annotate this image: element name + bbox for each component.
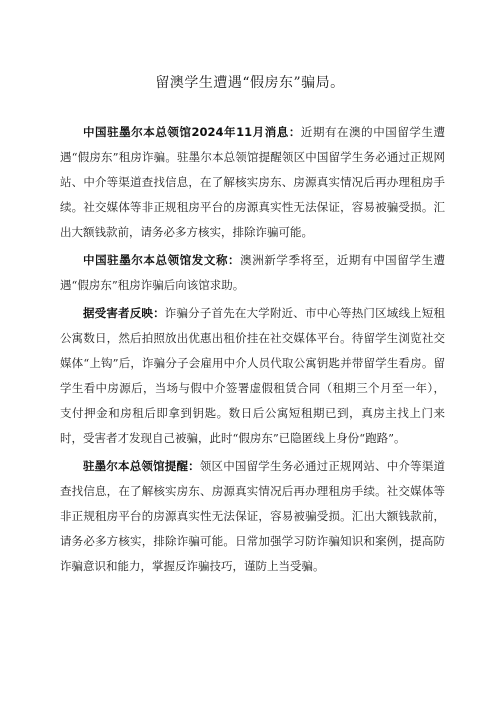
paragraph-text: 澳洲新学季将至，近期有中国留学生遭遇“假房东”租房诈骗后向该馆求助。 xyxy=(60,253,446,292)
paragraph-text: 诈骗分子首先在大学附近、市中心等热门区域线上短租公寓数日，然后拍照放出优惠出租价挂在社交媒体平台。待留学生浏览社交媒体“上钩”后，诈骗分子会雇用中介人员代取公寓钥匙并带留学生看房。留学生看中房源后，当场与假中介签署虚假租赁合同（租期三个月至一年），支付押金和房租后即拿到钥匙。数日后公寓短租期已到，真房主找上门来时，受害者才发现自己被骗，此时“假房东”已隐匿线上身份“跑路”。 xyxy=(60,306,446,445)
document-body xyxy=(60,120,445,582)
paragraph-text: 近期有在澳的中国留学生遭遇“假房东”租房诈骗。驻墨尔本总领馆提醒领区中国留学生务必通过正规网站、中介等渠道查找信息，在了解核实房东、房源真实情况后再办理租房手续。社交媒体等非正规租房平台的房源真实性无法保证，容易被骗受损。汇出大额钱款前，请务必多方核实，排除诈骗可能。 xyxy=(60,125,445,239)
paragraph-consulate-news xyxy=(60,120,445,245)
paragraph-text: 领区中国留学生务必通过正规网站、中介等渠道查找信息，在了解核实房东、房源真实情况后再办理租房手续。社交媒体等非正规租房平台的房源真实性无法保证，容易被骗受损。汇出大额钱款前，请务必多方核实，排除诈骗可能。日常加强学习防诈骗知识和案例，提高防诈骗意识和能力，掌握反诈骗技巧，谨防上当受骗。 xyxy=(60,459,446,573)
paragraph-consulate-reminder xyxy=(60,454,445,579)
paragraph-consulate-statement xyxy=(60,248,445,298)
paragraph-lead: 驻墨尔本总领馆提醒： xyxy=(83,459,200,473)
paragraph-lead: 中国驻墨尔本总领馆2024年11月消息： xyxy=(83,125,301,139)
paragraph-lead: 中国驻墨尔本总领馆发文称： xyxy=(83,253,241,267)
document-title: 留澳学生遭遇“假房东”骗局。 xyxy=(155,75,345,91)
paragraph-lead: 据受害者反映： xyxy=(83,306,165,320)
paragraph-victim-account xyxy=(60,301,445,451)
